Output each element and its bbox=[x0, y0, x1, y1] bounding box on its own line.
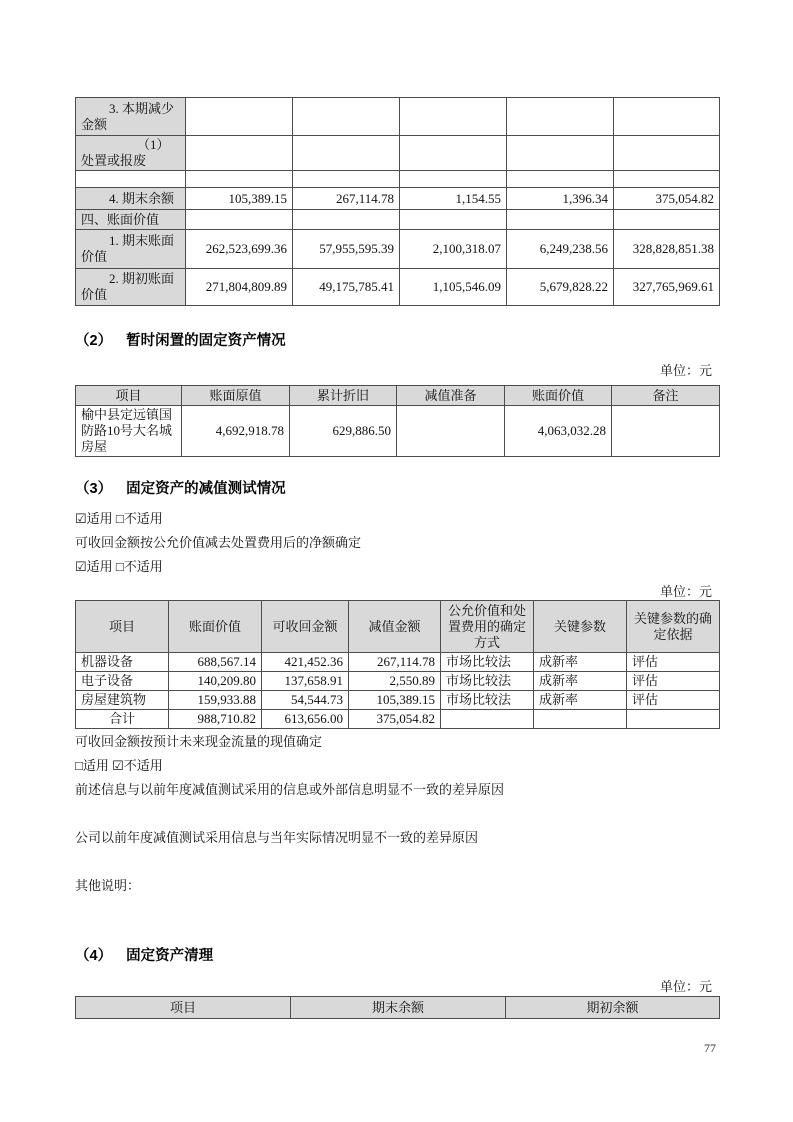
page-number: 77 bbox=[704, 1041, 716, 1055]
column-header: 账面原值 bbox=[182, 386, 290, 406]
value-cell: 评估 bbox=[627, 672, 720, 691]
value-cell: 市场比较法 bbox=[441, 672, 534, 691]
value-cell: 613,656.00 bbox=[262, 710, 349, 729]
value-cell bbox=[186, 98, 293, 136]
row-label-cell: 合计 bbox=[76, 710, 169, 729]
value-cell bbox=[186, 171, 293, 188]
value-cell: 159,933.88 bbox=[169, 691, 262, 710]
not-applicable-checkbox-line: □适用 ☑不适用 bbox=[75, 758, 163, 773]
section-3-number: （3） bbox=[75, 481, 113, 497]
unit-label-2: 单位：元 bbox=[659, 363, 712, 378]
diff-reason-prev-years-line: 前述信息与以前年度减值测试采用的信息或外部信息明显不一致的差异原因 bbox=[75, 782, 505, 797]
row-label-cell: 房屋建筑物 bbox=[76, 691, 169, 710]
applicable-checkbox-line-1: ☑适用 □不适用 bbox=[75, 511, 163, 526]
value-cell: 1,396.34 bbox=[507, 188, 614, 210]
value-cell: 327,765,969.61 bbox=[614, 269, 720, 306]
value-cell bbox=[627, 710, 720, 729]
value-cell bbox=[614, 210, 720, 230]
value-cell: 57,955,595.39 bbox=[293, 230, 400, 269]
impairment-test-table bbox=[75, 600, 720, 729]
value-cell: 1,154.55 bbox=[400, 188, 507, 210]
column-header: 期初余额 bbox=[506, 997, 720, 1019]
row-label-cell: 电子设备 bbox=[76, 672, 169, 691]
value-cell: 54,544.73 bbox=[262, 691, 349, 710]
applicable-checkbox-line-2: ☑适用 □不适用 bbox=[75, 559, 163, 574]
column-header: 项目 bbox=[76, 997, 291, 1019]
value-cell bbox=[534, 710, 627, 729]
row-label-cell: 榆中县定远镇国防路10号大名城房屋 bbox=[76, 406, 182, 457]
row-label-cell: 4. 期末余额 bbox=[76, 188, 186, 210]
value-cell: 105,389.15 bbox=[349, 691, 441, 710]
column-header: 账面价值 bbox=[505, 386, 612, 406]
column-header: 关键参数 bbox=[534, 601, 627, 653]
unit-label-4: 单位：元 bbox=[659, 979, 712, 994]
row-label-cell: 1. 期末账面价值 bbox=[76, 230, 186, 269]
column-header: 公允价值和处置费用的确定方式 bbox=[441, 601, 534, 653]
value-cell bbox=[612, 406, 720, 457]
value-cell: 成新率 bbox=[534, 653, 627, 672]
value-cell bbox=[400, 171, 507, 188]
fixed-assets-continuation-table bbox=[75, 97, 720, 306]
row-label-cell: 四、账面价值 bbox=[76, 210, 186, 230]
section-4-number: （4） bbox=[75, 948, 113, 964]
column-header: 备注 bbox=[612, 386, 720, 406]
table-row bbox=[76, 672, 720, 691]
value-cell: 2,550.89 bbox=[349, 672, 441, 691]
table-row bbox=[76, 269, 720, 306]
value-cell: 4,692,918.78 bbox=[182, 406, 290, 457]
value-cell: 262,523,699.36 bbox=[186, 230, 293, 269]
column-header: 可收回金额 bbox=[262, 601, 349, 653]
table-row bbox=[76, 136, 720, 171]
row-label-cell: 2. 期初账面价值 bbox=[76, 269, 186, 306]
disposal-table bbox=[75, 996, 720, 1019]
value-cell bbox=[400, 136, 507, 171]
value-cell bbox=[186, 136, 293, 171]
section-2-title: 暂时闲置的固定资产情况 bbox=[126, 333, 286, 349]
value-cell: 629,886.50 bbox=[290, 406, 397, 457]
table-row bbox=[76, 230, 720, 269]
value-cell bbox=[614, 98, 720, 136]
other-notes-line: 其他说明： bbox=[75, 878, 141, 893]
value-cell: 成新率 bbox=[534, 691, 627, 710]
value-cell bbox=[614, 136, 720, 171]
value-cell: 421,452.36 bbox=[262, 653, 349, 672]
row-label-cell: （1）处置或报废 bbox=[76, 136, 186, 171]
section-2-heading bbox=[75, 329, 286, 350]
value-cell: 688,567.14 bbox=[169, 653, 262, 672]
value-cell bbox=[400, 210, 507, 230]
row-label-cell bbox=[76, 171, 186, 188]
value-cell: 市场比较法 bbox=[441, 653, 534, 672]
value-cell: 4,063,032.28 bbox=[505, 406, 612, 457]
section-3-heading bbox=[75, 477, 286, 498]
value-cell bbox=[186, 210, 293, 230]
value-cell bbox=[293, 136, 400, 171]
fair-value-method-line: 可收回金额按公允价值减去处置费用后的净额确定 bbox=[75, 535, 362, 550]
value-cell: 140,209.80 bbox=[169, 672, 262, 691]
section-4-title: 固定资产清理 bbox=[126, 948, 214, 964]
section-3-title: 固定资产的减值测试情况 bbox=[126, 481, 286, 497]
value-cell: 1,105,546.09 bbox=[400, 269, 507, 306]
value-cell: 成新率 bbox=[534, 672, 627, 691]
column-header: 关键参数的确定依据 bbox=[627, 601, 720, 653]
value-cell: 评估 bbox=[627, 691, 720, 710]
value-cell: 271,804,809.89 bbox=[186, 269, 293, 306]
column-header: 项目 bbox=[76, 386, 182, 406]
value-cell: 2,100,318.07 bbox=[400, 230, 507, 269]
value-cell: 137,658.91 bbox=[262, 672, 349, 691]
value-cell: 267,114.78 bbox=[293, 188, 400, 210]
table-row bbox=[76, 171, 720, 188]
table-row bbox=[76, 406, 720, 457]
diff-reason-actual-line: 公司以前年度减值测试采用信息与当年实际情况明显不一致的差异原因 bbox=[75, 830, 479, 845]
value-cell bbox=[293, 98, 400, 136]
table-row bbox=[76, 210, 720, 230]
value-cell: 375,054.82 bbox=[349, 710, 441, 729]
column-header: 减值准备 bbox=[397, 386, 505, 406]
value-cell bbox=[441, 710, 534, 729]
value-cell: 5,679,828.22 bbox=[507, 269, 614, 306]
table-row bbox=[76, 710, 720, 729]
value-cell bbox=[507, 210, 614, 230]
column-header: 项目 bbox=[76, 601, 169, 653]
table-row bbox=[76, 98, 720, 136]
value-cell bbox=[507, 136, 614, 171]
value-cell: 375,054.82 bbox=[614, 188, 720, 210]
value-cell bbox=[507, 171, 614, 188]
section-2-number: （2） bbox=[75, 333, 113, 349]
value-cell bbox=[293, 210, 400, 230]
section-4-heading bbox=[75, 944, 213, 965]
row-label-cell: 3. 本期减少金额 bbox=[76, 98, 186, 136]
row-label-cell: 机器设备 bbox=[76, 653, 169, 672]
value-cell: 105,389.15 bbox=[186, 188, 293, 210]
value-cell bbox=[614, 171, 720, 188]
unit-label-3: 单位：元 bbox=[659, 584, 712, 599]
value-cell bbox=[400, 98, 507, 136]
column-header: 账面价值 bbox=[169, 601, 262, 653]
table-row bbox=[76, 653, 720, 672]
value-cell: 评估 bbox=[627, 653, 720, 672]
present-value-method-line: 可收回金额按预计未来现金流量的现值确定 bbox=[75, 734, 323, 749]
value-cell: 市场比较法 bbox=[441, 691, 534, 710]
value-cell: 49,175,785.41 bbox=[293, 269, 400, 306]
value-cell: 988,710.82 bbox=[169, 710, 262, 729]
table-row bbox=[76, 691, 720, 710]
value-cell: 6,249,238.56 bbox=[507, 230, 614, 269]
value-cell bbox=[507, 98, 614, 136]
value-cell: 267,114.78 bbox=[349, 653, 441, 672]
column-header: 期末余额 bbox=[291, 997, 506, 1019]
column-header: 累计折旧 bbox=[290, 386, 397, 406]
table-row bbox=[76, 188, 720, 210]
idle-assets-table bbox=[75, 385, 720, 457]
value-cell bbox=[293, 171, 400, 188]
column-header: 减值金额 bbox=[349, 601, 441, 653]
value-cell: 328,828,851.38 bbox=[614, 230, 720, 269]
value-cell bbox=[397, 406, 505, 457]
